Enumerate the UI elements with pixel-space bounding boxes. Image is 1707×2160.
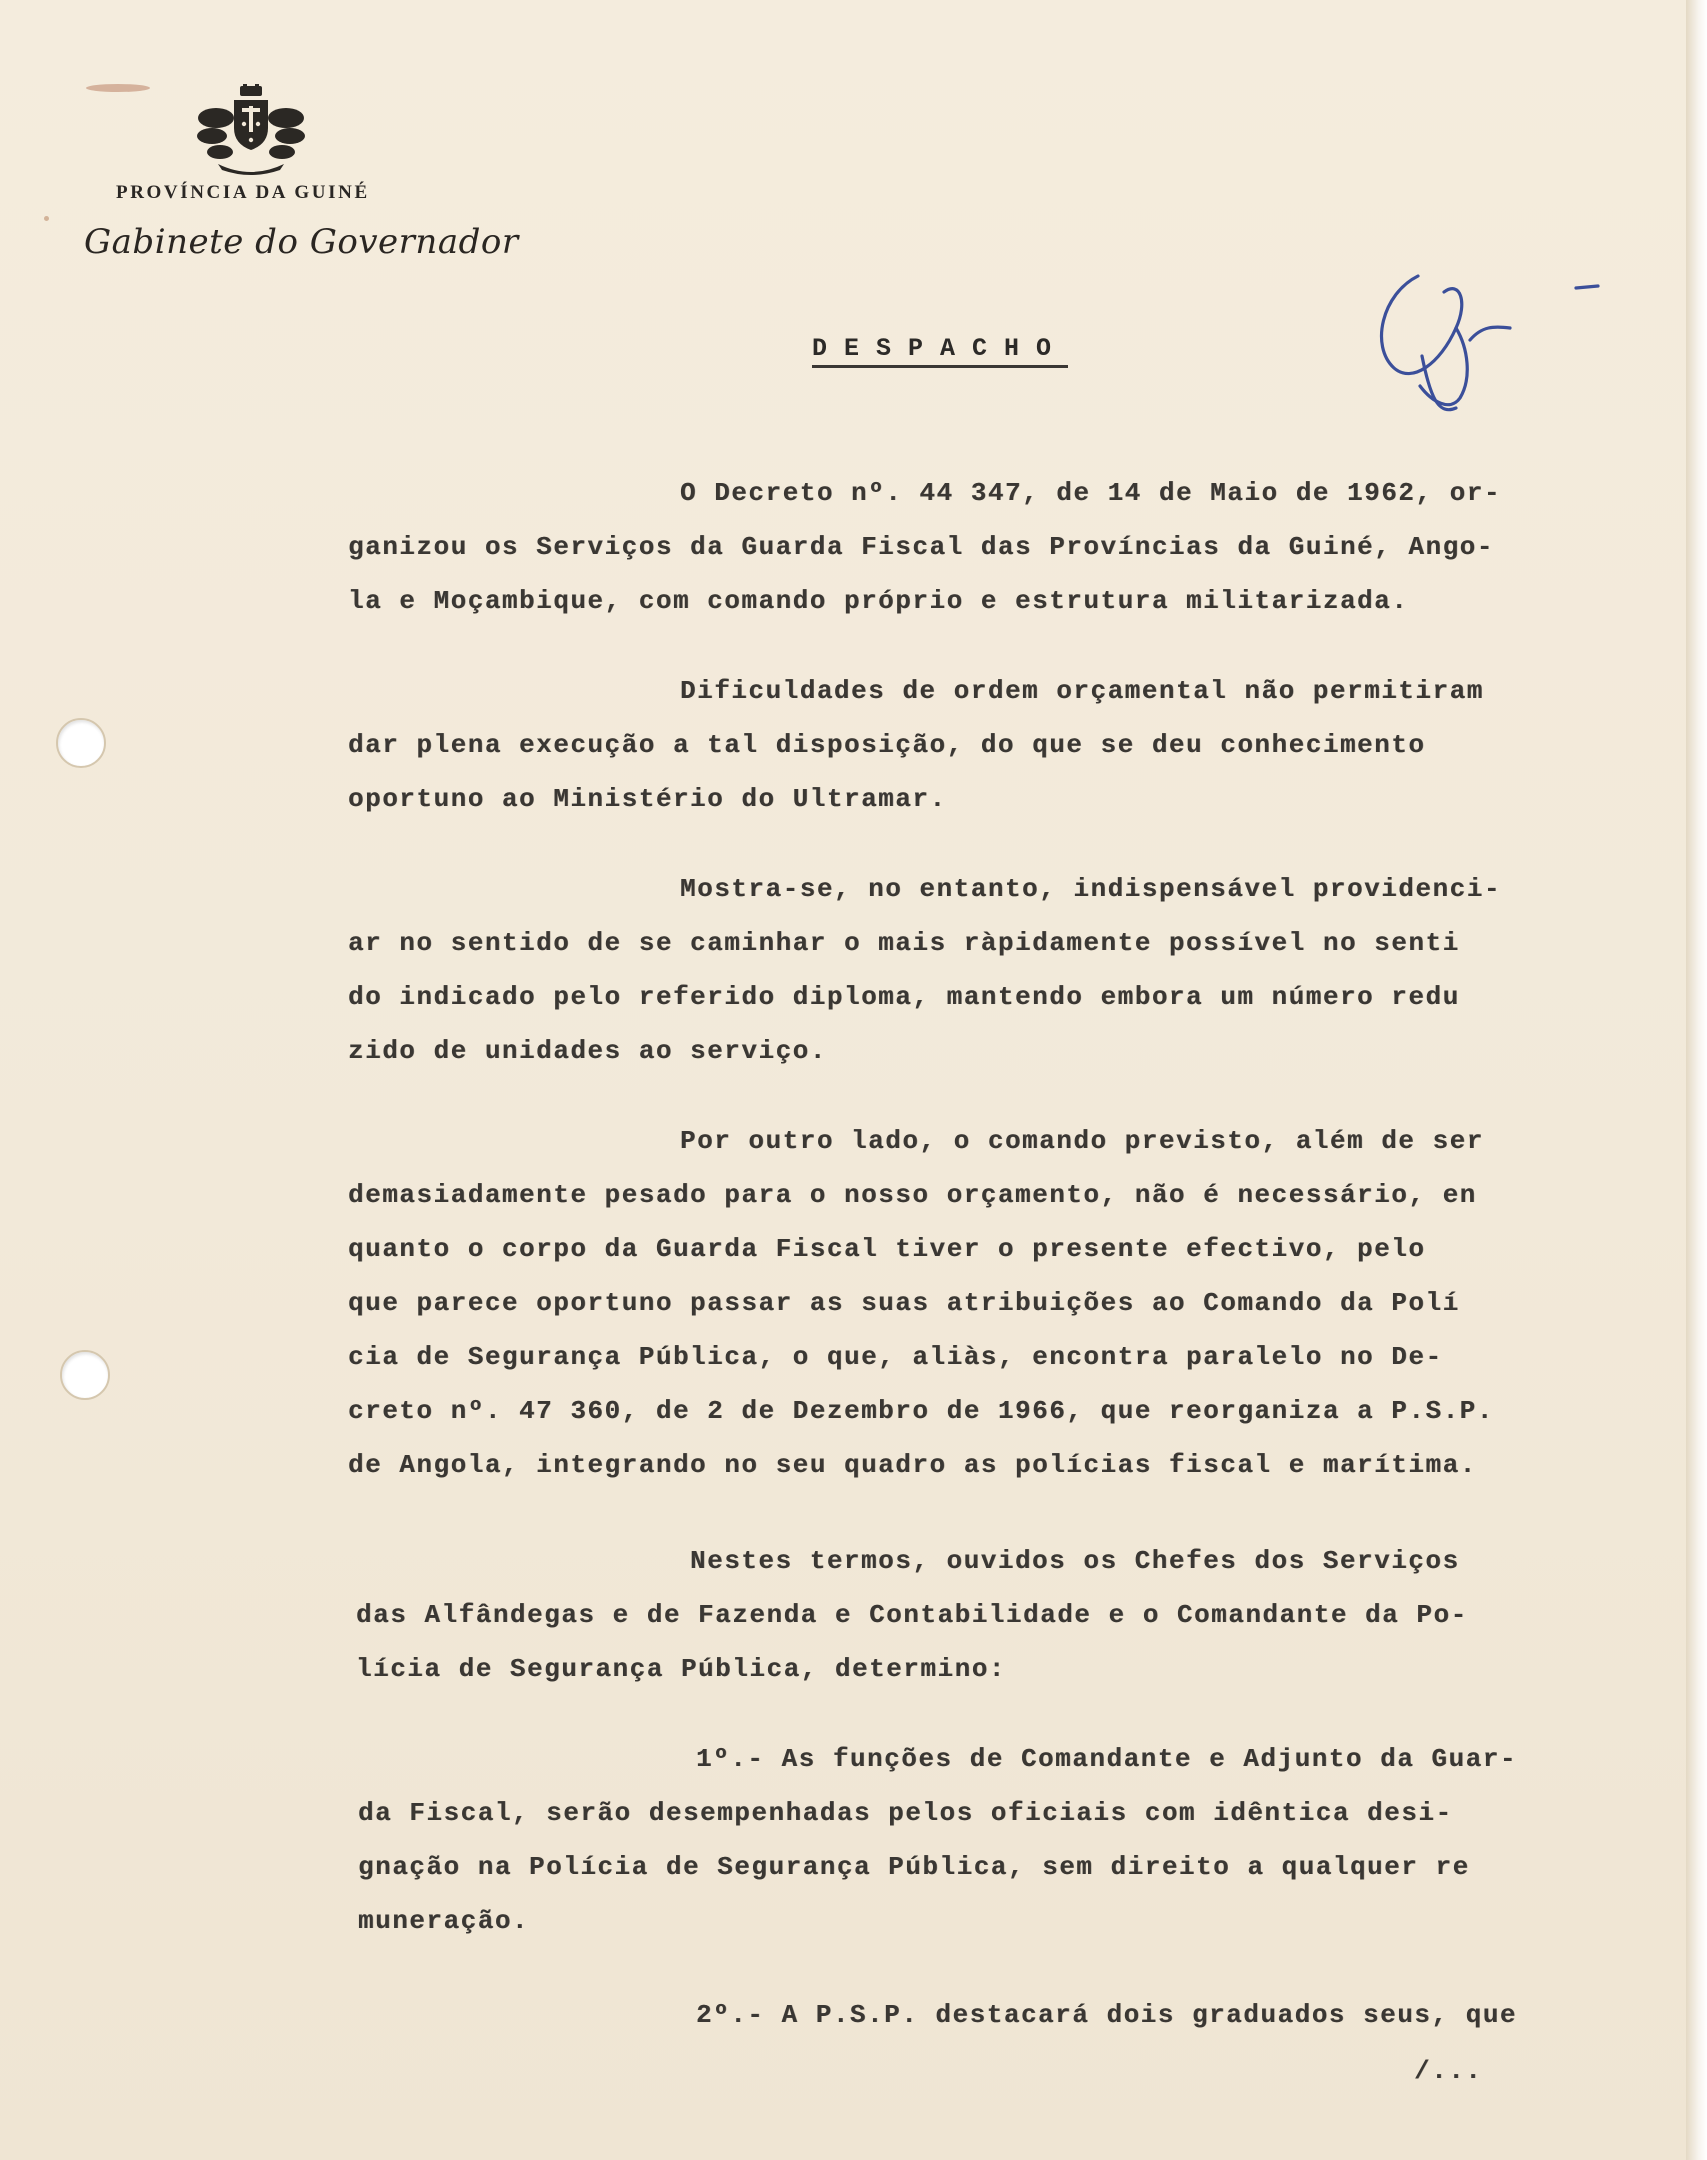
organization-name: PROVÍNCIA DA GUINÉ	[116, 182, 370, 203]
continuation-mark: /...	[1414, 2056, 1483, 2086]
ink-stain	[44, 216, 49, 221]
text-line: oportuno ao Ministério do Ultramar.	[348, 784, 947, 814]
text-line: ar no sentido de se caminhar o mais ràpidamente possível no senti	[348, 928, 1460, 958]
text-line: 1º.- As funções de Comandante e Adjunto da Guar-	[696, 1744, 1517, 1774]
handwritten-initials-icon	[1360, 236, 1620, 426]
text-line: O Decreto nº. 44 347, de 14 de Maio de 1962, or-	[680, 478, 1501, 508]
text-line: quanto o corpo da Guarda Fiscal tiver o presente efectivo, pelo	[348, 1234, 1426, 1264]
text-line: das Alfândegas e de Fazenda e Contabilidade e o Comandante da Po-	[356, 1600, 1468, 1630]
text-line: ganizou os Serviços da Guarda Fiscal das Províncias da Guiné, Ango-	[348, 532, 1494, 562]
text-line: Nestes termos, ouvidos os Chefes dos Serviços	[690, 1546, 1460, 1576]
text-line: muneração.	[358, 1906, 530, 1936]
text-line: 2º.- A P.S.P. destacará dois graduados seus, que	[696, 2000, 1517, 2030]
text-line: que parece oportuno passar as suas atribuições ao Comando da Polí	[348, 1288, 1460, 1318]
text-line: de Angola, integrando no seu quadro as polícias fiscal e marítima.	[348, 1450, 1477, 1480]
text-line: Dificuldades de ordem orçamental não permitiram	[680, 676, 1484, 706]
punch-hole	[60, 1350, 110, 1400]
page-edge	[1686, 0, 1707, 2160]
text-line: demasiadamente pesado para o nosso orçamento, não é necessário, en	[348, 1180, 1477, 1210]
text-line: la e Moçambique, com comando próprio e estrutura militarizada.	[348, 586, 1409, 616]
text-line: dar plena execução a tal disposição, do que se deu conhecimento	[348, 730, 1426, 760]
text-line: Por outro lado, o comando previsto, além de ser	[680, 1126, 1484, 1156]
text-line: do indicado pelo referido diploma, mantendo embora um número redu	[348, 982, 1460, 1012]
text-line: cia de Segurança Pública, o que, aliàs, encontra paralelo no De-	[348, 1342, 1443, 1372]
text-line: lícia de Segurança Pública, determino:	[356, 1654, 1006, 1684]
text-line: Mostra-se, no entanto, indispensável providenci-	[680, 874, 1501, 904]
coat-of-arms-icon	[196, 84, 306, 176]
text-line: gnação na Polícia de Segurança Pública, sem direito a qualquer re	[358, 1852, 1470, 1882]
document-title: DESPACHO	[812, 334, 1068, 368]
text-line: zido de unidades ao serviço.	[348, 1036, 827, 1066]
ink-stain	[86, 84, 150, 92]
punch-hole	[56, 718, 106, 768]
office-name: Gabinete do Governador	[84, 222, 519, 262]
text-line: creto nº. 47 360, de 2 de Dezembro de 1966, que reorganiza a P.S.P.	[348, 1396, 1494, 1426]
text-line: da Fiscal, serão desempenhadas pelos oficiais com idêntica desi-	[358, 1798, 1453, 1828]
